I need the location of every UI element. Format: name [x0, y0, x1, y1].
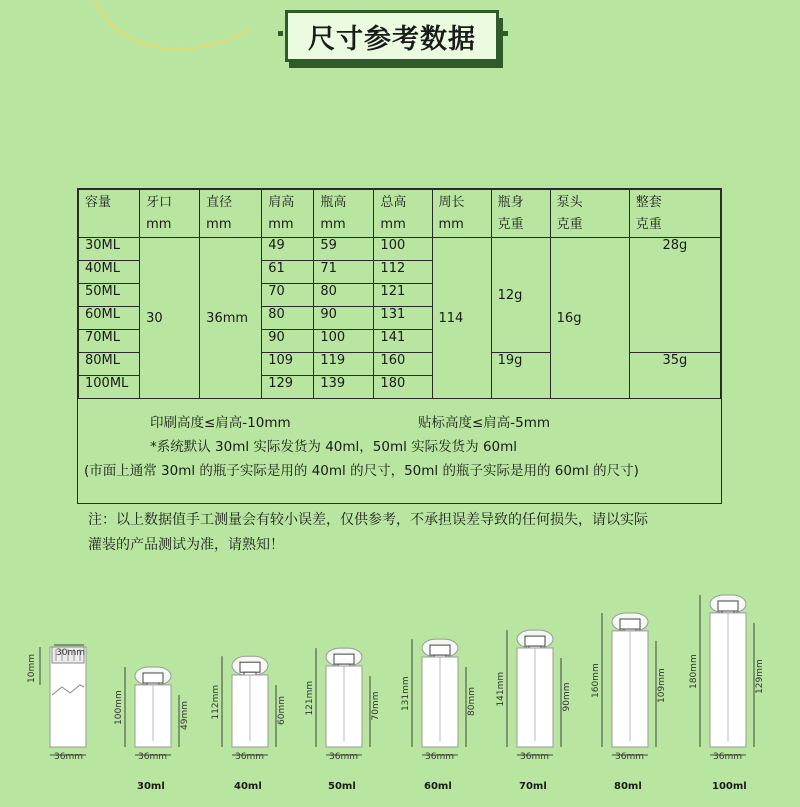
decorative-curve: [0, 0, 260, 90]
title-banner: [285, 10, 499, 62]
header-cell: 周长 mm: [432, 190, 491, 238]
shoulder-height-label: 70mm: [371, 691, 381, 721]
capacity-cell: 70ML: [79, 330, 140, 353]
capacity-cell: 100ML: [79, 376, 140, 399]
header-cell: 牙口 mm: [140, 190, 200, 238]
diameter-cell: 36mm: [200, 238, 262, 399]
header-cell: 整套 克重: [629, 190, 720, 238]
table-row: [79, 238, 721, 261]
header-cell: 肩高 mm: [262, 190, 314, 238]
body-weight-cell-a: 12g: [491, 238, 550, 353]
volume-label: 100ml: [712, 781, 747, 792]
shoulder-height-label: 129mm: [755, 659, 765, 694]
volume-label: 70ml: [519, 781, 547, 792]
pump-head: [240, 662, 260, 672]
total-height-cell: 131: [374, 307, 432, 330]
width-label: 36mm: [235, 752, 264, 762]
market-note: (市面上通常 30ml 的瓶子实际是用的 40ml 的尺寸，50ml 的瓶子实际是用的 60ml 的尺寸): [84, 463, 639, 479]
width-label: 36mm: [138, 752, 167, 762]
table-header-row: [79, 190, 721, 238]
pump-head: [525, 636, 545, 646]
system-note: *系统默认 30ml 实际发货为 40ml，50ml 实际发货为 60ml: [150, 439, 518, 455]
print-height-note: 印刷高度≤肩高-10mm: [150, 415, 291, 431]
body-weight-cell-b: 19g: [491, 353, 550, 399]
banner-right-dot: [503, 31, 508, 36]
shoulder-cell: 49: [262, 238, 314, 261]
width-label: 36mm: [615, 752, 644, 762]
capacity-cell: 50ML: [79, 284, 140, 307]
total-height-cell: 180: [374, 376, 432, 399]
pump-head: [620, 619, 640, 629]
header-cell: 瓶高 mm: [314, 190, 374, 238]
total-height-cell: 112: [374, 261, 432, 284]
bottle-height-cell: 100: [314, 330, 374, 353]
shoulder-height-label: 49mm: [180, 700, 190, 730]
total-height-cell: 160: [374, 353, 432, 376]
header-cell: 总高 mm: [374, 190, 432, 238]
total-height-label: 160mm: [591, 663, 601, 698]
header-cell: 直径 mm: [200, 190, 262, 238]
set-weight-cell-a: 28g: [629, 238, 720, 353]
capacity-cell: 80ML: [79, 353, 140, 376]
bottle-height-cell: 59: [314, 238, 374, 261]
header-cell: 瓶身 克重: [491, 190, 550, 238]
bottle-height-cell: 90: [314, 307, 374, 330]
total-height-label: 141mm: [496, 671, 506, 707]
total-height-label: 121mm: [305, 680, 315, 716]
header-cell: 泵头 克重: [550, 190, 629, 238]
neck-height-label: 10mm: [27, 654, 37, 683]
pump-weight-cell: 16g: [550, 238, 629, 399]
shoulder-height-label: 80mm: [467, 687, 477, 716]
banner-left-dot: [278, 31, 283, 36]
volume-label: 30ml: [137, 781, 165, 792]
total-height-label: 180mm: [689, 654, 699, 689]
total-height-label: 100mm: [114, 690, 124, 725]
capacity-cell: 60ML: [79, 307, 140, 330]
neck-detail: [27, 645, 86, 762]
spec-table: [78, 189, 721, 399]
header-cell: 容量: [79, 190, 140, 238]
set-weight-cell-b: 35g: [629, 353, 720, 399]
shoulder-cell: 129: [262, 376, 314, 399]
shoulder-cell: 109: [262, 353, 314, 376]
pump-head: [430, 645, 450, 655]
disclaimer-line-1: 注：以上数据值手工测量会有较小误差，仅供参考，不承担误差导致的任何损失，请以实际: [88, 512, 648, 528]
shoulder-height-label: 90mm: [562, 682, 572, 712]
bottle-diagram: [0, 555, 800, 807]
bottle-height-cell: 139: [314, 376, 374, 399]
shoulder-cell: 90: [262, 330, 314, 353]
bottle-row: [114, 595, 765, 792]
shoulder-cell: 61: [262, 261, 314, 284]
page-title: 尺寸参考数据: [308, 23, 476, 55]
bottle-height-cell: 80: [314, 284, 374, 307]
volume-label: 60ml: [424, 781, 452, 792]
label-height-note: 贴标高度≤肩高-5mm: [418, 415, 551, 431]
disclaimer-line-2: 灌装的产品测试为准，请熟知！: [88, 537, 284, 553]
pump-head: [718, 601, 738, 611]
total-height-cell: 121: [374, 284, 432, 307]
total-height-label: 112mm: [211, 684, 221, 720]
total-height-cell: 100: [374, 238, 432, 261]
bottle-height-cell: 119: [314, 353, 374, 376]
shoulder-cell: 80: [262, 307, 314, 330]
neck-width-label: 30mm: [56, 648, 85, 658]
capacity-cell: 30ML: [79, 238, 140, 261]
spec-table-frame: [77, 188, 722, 504]
neck-cell: 30: [140, 238, 200, 399]
shoulder-height-label: 109mm: [657, 668, 667, 703]
width-label: 36mm: [54, 752, 83, 762]
width-label: 36mm: [713, 752, 742, 762]
volume-label: 80ml: [614, 781, 642, 792]
pump-head: [334, 654, 354, 664]
total-height-cell: 141: [374, 330, 432, 353]
width-label: 36mm: [520, 752, 549, 762]
pump-head: [143, 673, 163, 683]
total-height-label: 131mm: [401, 676, 411, 712]
circumference-cell: 114: [432, 238, 491, 399]
width-label: 36mm: [425, 752, 454, 762]
volume-label: 40ml: [234, 781, 262, 792]
capacity-cell: 40ML: [79, 261, 140, 284]
shoulder-cell: 70: [262, 284, 314, 307]
disclaimer: [88, 508, 738, 558]
shoulder-height-label: 60mm: [277, 696, 287, 725]
width-label: 36mm: [329, 752, 358, 762]
volume-label: 50ml: [328, 781, 356, 792]
bottle-height-cell: 71: [314, 261, 374, 284]
